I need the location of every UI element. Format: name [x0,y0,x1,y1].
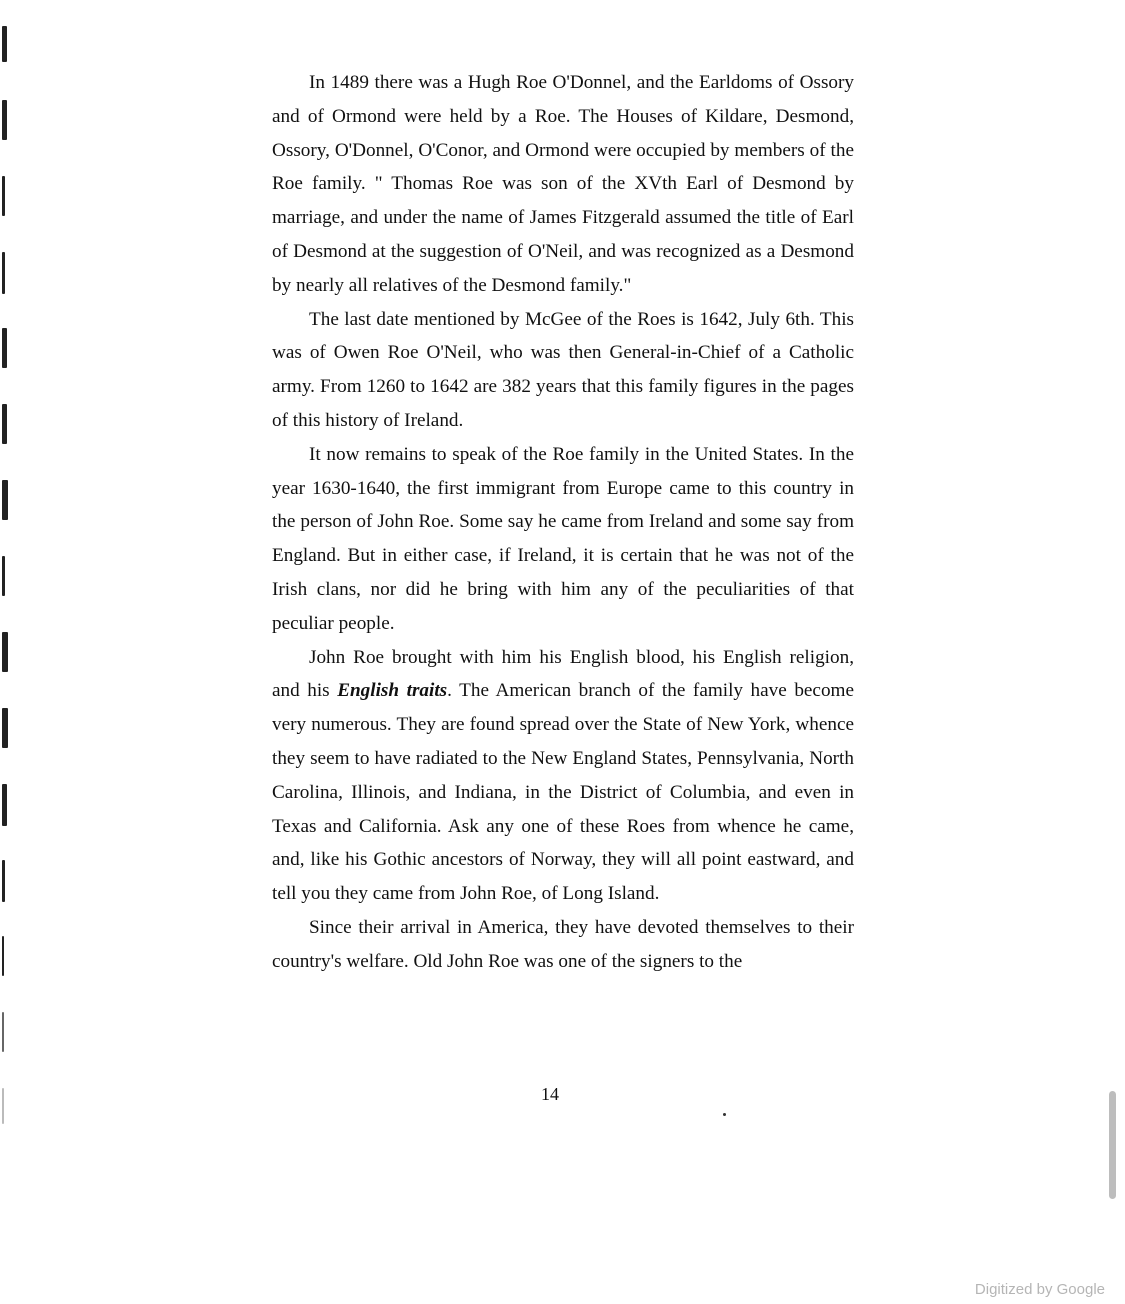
binding-mark [2,708,8,748]
paragraph [272,641,854,911]
emphasized-text: English traits [337,680,448,702]
binding-mark [2,784,7,826]
paragraph-text: John Roe brought with him his English blood, his English religion, and his [272,646,854,702]
binding-mark [2,632,8,672]
scrollbar-thumb[interactable] [1109,1091,1116,1199]
body-text [272,66,854,979]
binding-edge [0,0,16,1304]
paragraph-text: The last date mentioned by McGee of the Roes is 1642, July 6th. This was of Owen Roe O'Neil, who was then General-in-Chief of a Catholic army. From 1260 to 1642 are 382 years that this family figures in the pages of this history of Ireland. [272,308,854,431]
paragraph-text: It now remains to speak of the Roe family in the United States. In the year 1630-1640, the first immigrant from Europe came to this country in the person of John Roe. Some say he came from Ireland and some say from England. But in either case, if Ireland, it is certain that he was not of the Irish clans, nor did he bring with him any of the peculiarities of that peculiar people. [272,443,854,634]
paragraph [272,303,854,438]
binding-mark [2,176,5,216]
paragraph-text: . The American branch of the family have become very numerous. They are found spread over the State of New York, whence they seem to have radiated to the New England States, Pennsylvania, North Carolina, Illinois, and Indiana, in the District of Columbia, and even in Texas and California. Ask any one of these Roes from whence he came, and, like his Gothic ancestors of Norway, they will all point eastward, and tell you they came from John Roe, of Long Island. [272,680,854,905]
binding-mark [2,936,4,976]
binding-mark [2,480,8,520]
binding-mark [2,556,5,596]
watermark: Digitized by Google [974,1281,1105,1298]
binding-mark [2,26,7,62]
binding-mark [2,860,5,902]
scan-speck [723,1113,726,1116]
scrollbar[interactable] [1109,0,1117,1304]
paragraph-text: Since their arrival in America, they have devoted themselves to their country's welfare. Old John Roe was one of the signers to the [272,916,854,972]
binding-mark [2,1012,4,1052]
page-number: 14 [541,1084,559,1104]
binding-mark [2,100,7,140]
paragraph-text: In 1489 there was a Hugh Roe O'Donnel, and the Earldoms of Ossory and of Ormond were held by a Roe. The Houses of Kildare, Desmond, Ossory, O'Donnel, O'Conor, and Ormond were occupied by members of the Roe family. " Thomas Roe was son of the XVth Earl of Desmond by marriage, and under the name of James Fitzgerald assumed the title of Earl of Desmond at the suggestion of O'Neil, and was recognized as a Desmond by nearly all relatives of the Desmond family." [272,72,854,296]
paragraph [272,438,854,641]
binding-mark [2,252,5,294]
binding-mark [2,328,7,368]
paragraph [272,66,854,303]
binding-mark [2,404,7,444]
paragraph [272,911,854,979]
